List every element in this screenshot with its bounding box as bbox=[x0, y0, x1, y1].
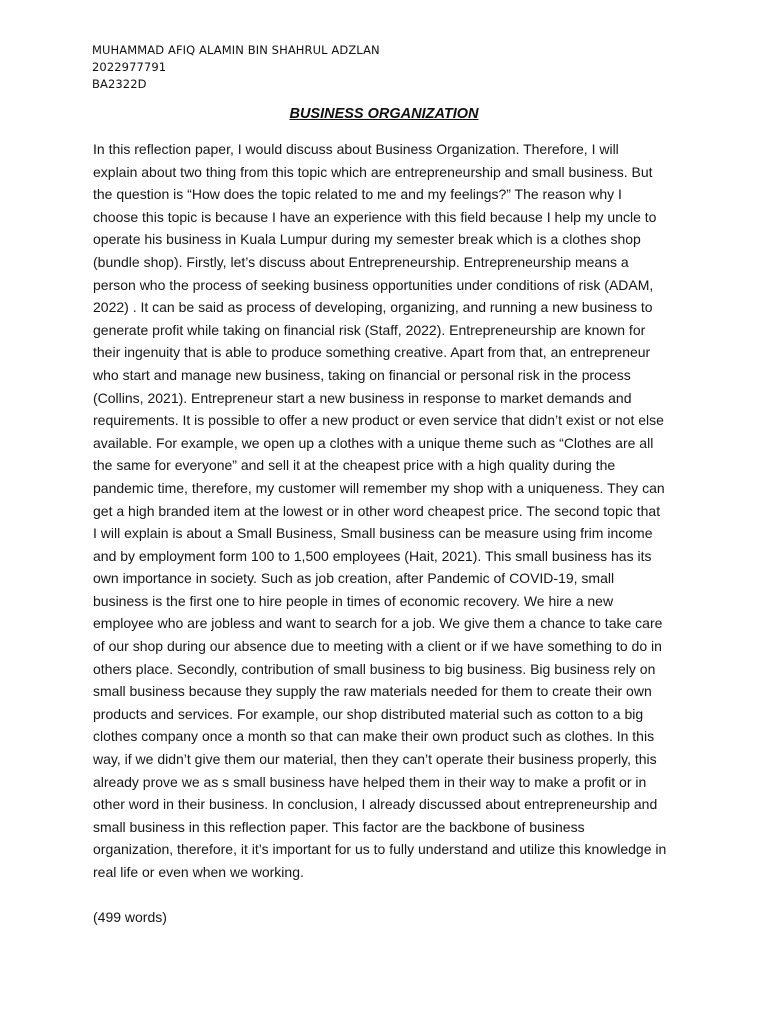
body-line: their ingenuity that is able to produce something creative. Apart from that, an entrepreneur bbox=[93, 344, 651, 361]
body-line: employee who are jobless and want to search for a job. We give them a chance to take care bbox=[93, 615, 663, 632]
body-line: small business because they supply the raw materials needed for them to create their own bbox=[93, 683, 652, 700]
body-line: other word in their business. In conclusion, I already discussed about entrepreneurship and bbox=[93, 796, 658, 813]
body-line: operate his business in Kuala Lumpur during my semester break which is a clothes shop bbox=[93, 231, 641, 248]
body-line: explain about two thing from this topic which are entrepreneurship and small business. But bbox=[93, 163, 653, 180]
body-line: and by employment form 100 to 1,500 employees (Hait, 2021). This small business has its bbox=[93, 547, 652, 564]
body-paragraph bbox=[93, 138, 683, 884]
body-line: clothes company once a month so that can make their own product such as clothes. In this bbox=[93, 728, 655, 745]
body-line: available. For example, we open up a clothes with a unique theme such as “Clothes are all bbox=[93, 434, 654, 451]
body-line: the question is “How does the topic related to me and my feelings?” The reason why I bbox=[93, 186, 622, 203]
body-line: small business in this reflection paper. This factor are the backbone of business bbox=[93, 818, 585, 835]
body-line: 2022) . It can be said as process of developing, organizing, and running a new business to bbox=[93, 299, 653, 316]
author-name: MUHAMMAD AFIQ ALAMIN BIN SHAHRUL ADZLAN bbox=[92, 43, 380, 57]
body-line: get a high branded item at the lowest or in other word cheapest price. The second topic that bbox=[93, 502, 661, 519]
body-line: own importance in society. Such as job creation, after Pandemic of COVID-19, small bbox=[93, 570, 615, 587]
author-header bbox=[92, 42, 380, 93]
body-line: real life or even when we working. bbox=[93, 864, 304, 880]
body-line: of our shop during our absence due to meeting with a client or if we have something to do in bbox=[93, 638, 662, 655]
student-id: 2022977791 bbox=[92, 60, 167, 74]
word-count: (499 words) bbox=[93, 909, 167, 925]
body-line: the same for everyone” and sell it at the cheapest price with a high quality during the bbox=[93, 457, 616, 474]
body-line: In this reflection paper, I would discuss about Business Organization. Therefore, I will bbox=[93, 141, 619, 157]
body-line: I will explain is about a Small Business, Small business can be measure using frim income bbox=[93, 525, 653, 542]
body-line: person who the process of seeking business opportunities under conditions of risk (ADAM, bbox=[93, 276, 654, 293]
body-line: pandemic time, therefore, my customer will remember my shop with a uniqueness. They can bbox=[93, 479, 665, 496]
class-code: BA2322D bbox=[92, 77, 147, 91]
body-line: others place. Secondly, contribution of small business to big business. Big business rely on bbox=[93, 660, 656, 677]
body-line: organization, therefore, it it’s important for us to fully understand and utilize this knowledge in bbox=[93, 841, 667, 858]
document-title: BUSINESS ORGANIZATION bbox=[289, 106, 479, 122]
body-line: business is the first one to hire people in times of economic recovery. We hire a new bbox=[93, 592, 614, 609]
body-line: products and services. For example, our shop distributed material such as cotton to a big bbox=[93, 705, 644, 722]
body-line: already prove we as s small business have helped them in their way to make a profit or in bbox=[93, 773, 647, 790]
body-line: (bundle shop). Firstly, let’s discuss about Entrepreneurship. Entrepreneurship means a bbox=[93, 253, 629, 270]
body-line: generate profit while taking on financial risk (Staff, 2022). Entrepreneurship are known for bbox=[93, 321, 646, 338]
body-line: choose this topic is because I have an experience with this field because I help my uncle to bbox=[93, 208, 657, 225]
body-line: way, if we didn’t give them our material, then they can’t operate their business properly, this bbox=[93, 751, 657, 768]
body-line: (Collins, 2021). Entrepreneur start a new business in response to market demands and bbox=[93, 389, 632, 406]
body-line: requirements. It is possible to offer a new product or even service that didn’t exist or not else bbox=[93, 412, 664, 429]
body-line: who start and manage new business, taking on financial or personal risk in the process bbox=[93, 366, 631, 383]
